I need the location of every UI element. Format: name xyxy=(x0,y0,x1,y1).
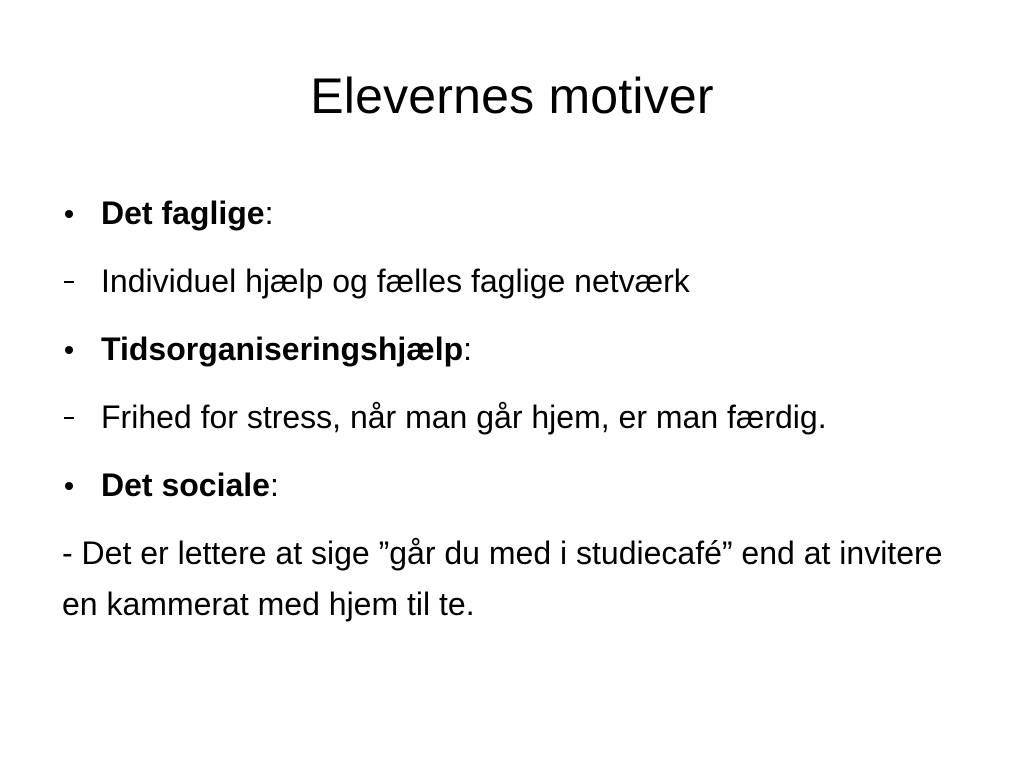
bullet-item-tidsorganisering xyxy=(62,324,962,375)
bullet-item-det-faglige xyxy=(62,188,962,239)
dash-text: Individuel hjælp og fælles faglige netværk xyxy=(101,263,690,299)
bullet-heading: Det sociale xyxy=(101,467,270,503)
dash-item-frihed xyxy=(62,392,962,443)
dash-item-individuel-hjaelp xyxy=(62,256,962,307)
bullet-suffix: : xyxy=(264,195,274,231)
bullet-heading: Tidsorganiseringshjælp xyxy=(101,331,464,367)
bullet-marker xyxy=(62,324,101,375)
bullet-marker xyxy=(62,188,101,239)
dash-icon xyxy=(64,281,74,283)
bullet-suffix: : xyxy=(463,331,473,367)
bullet-item-det-sociale xyxy=(62,460,962,511)
slide-title: Elevernes motiver xyxy=(310,68,714,124)
paragraph-studiecafe: - Det er lettere at sige ”går du med i studiecafé” end at invitere en kammerat med hjem til te. xyxy=(62,535,943,622)
bullet-heading: Det faglige xyxy=(101,195,265,231)
dash-marker xyxy=(62,392,101,443)
bullet-dot-icon xyxy=(65,210,73,218)
bullet-marker xyxy=(62,460,101,511)
slide-body xyxy=(62,188,962,630)
bullet-suffix: : xyxy=(269,467,279,503)
bullet-dot-icon xyxy=(65,346,73,354)
dash-text: Frihed for stress, når man går hjem, er man færdig. xyxy=(101,399,827,435)
dash-marker xyxy=(62,256,101,307)
bullet-dot-icon xyxy=(65,482,73,490)
dash-icon xyxy=(64,417,74,419)
